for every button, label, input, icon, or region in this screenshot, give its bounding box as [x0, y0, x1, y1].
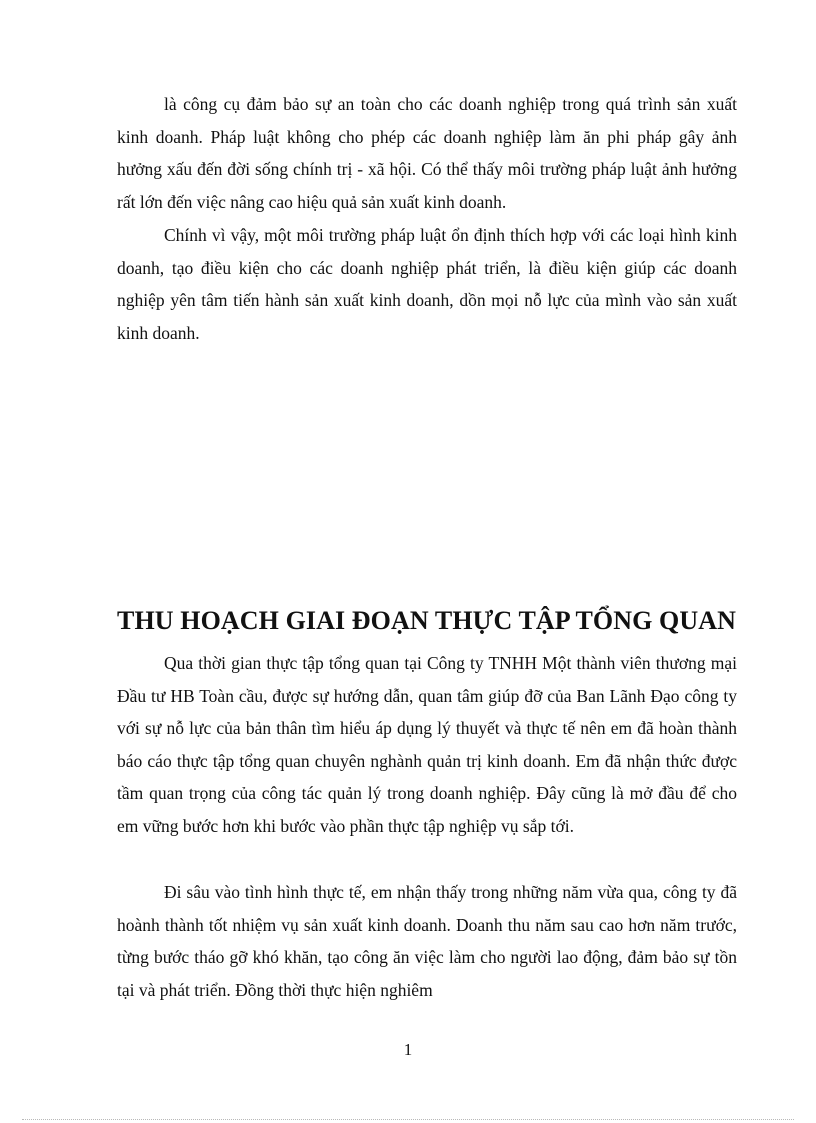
paragraph-company-performance: Đi sâu vào tình hình thực tế, em nhận thấy trong những năm vừa qua, công ty đã hoành thành tốt nhiệm vụ sản xuất kinh doanh. Doanh thu năm sau cao hơn năm trước, từng bước tháo gỡ khó khăn, tạo công ăn việc làm cho người lao động, đảm bảo sự tồn tại và phát triển. Đồng thời thực hiện nghiêm	[117, 882, 737, 1000]
paragraph-stable-legal-environment: Chính vì vậy, một môi trường pháp luật ổn định thích hợp với các loại hình kinh doanh, tạo điều kiện cho các doanh nghiệp phát triển, là điều kiện giúp các doanh nghiệp yên tâm tiến hành sản xuất kinh doanh, dồn mọi nỗ lực của mình vào sản xuất kinh doanh.	[117, 225, 737, 343]
paragraph-internship-summary: Qua thời gian thực tập tổng quan tại Công ty TNHH Một thành viên thương mại Đầu tư HB Toàn cầu, được sự hướng dẫn, quan tâm giúp đỡ của Ban Lãnh Đạo công ty với sự nỗ lực của bản thân tìm hiểu áp dụng lý thuyết và thực tế nên em đã hoàn thành báo cáo thực tập tổng quan chuyên nghành quản trị kinh doanh. Em đã nhận thức được tầm quan trọng của công tác quản lý trong doanh nghiệp. Đây cũng là mở đầu để cho em vững bước hơn khi bước vào phần thực tập nghiệp vụ sắp tới.	[117, 653, 737, 836]
paragraph-legal-environment: là công cụ đảm bảo sự an toàn cho các doanh nghiệp trong quá trình sản xuất kinh doanh. Pháp luật không cho phép các doanh nghiệp làm ăn phi pháp gây ảnh hưởng xấu đến đời sống chính trị - xã hội. Có thể thấy môi trường pháp luật ảnh hưởng rất lớn đến việc nâng cao hiệu quả sản xuất kinh doanh.	[117, 94, 737, 212]
page-bottom-divider	[22, 1119, 794, 1120]
section-heading: THU HOẠCH GIAI ĐOẠN THỰC TẬP TỔNG QUAN	[117, 606, 736, 635]
page-number: 1	[403, 1040, 413, 1059]
